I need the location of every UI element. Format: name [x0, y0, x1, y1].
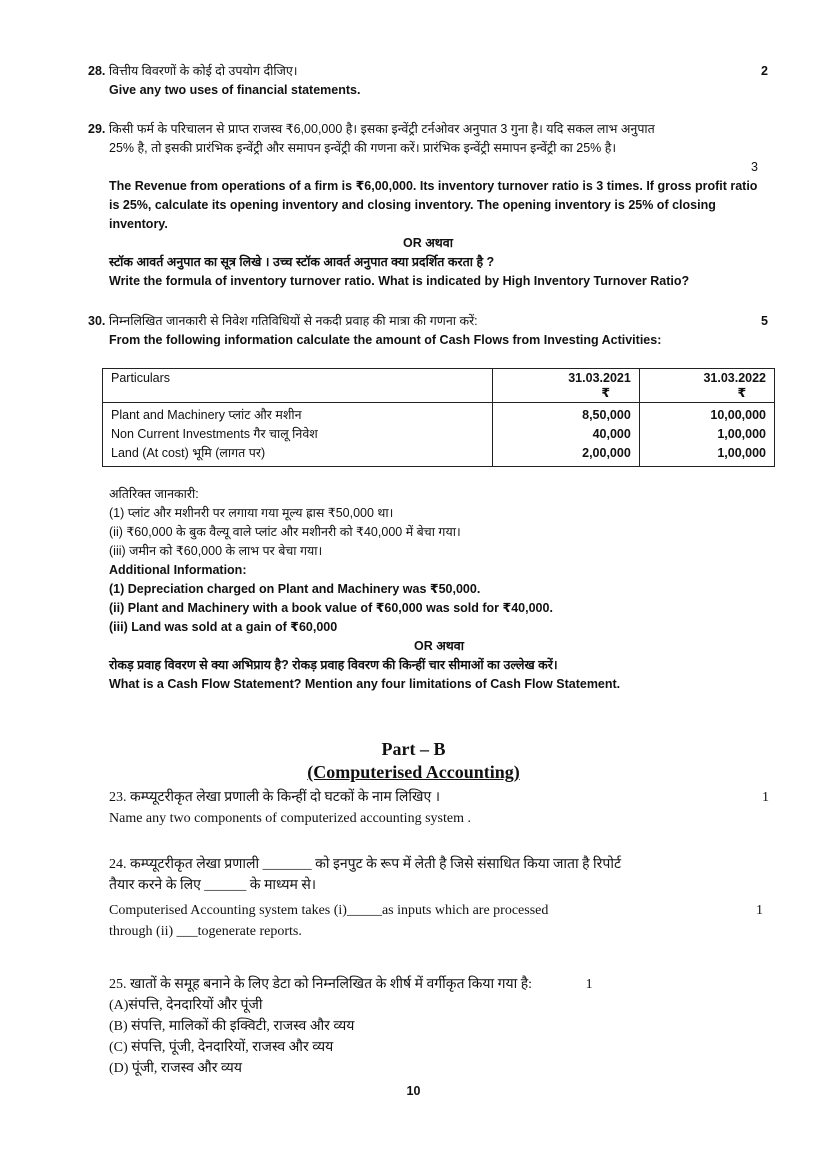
question-english: The Revenue from operations of a firm is ₹6,00,000. Its inventory turnover ratio is 3 times. If gross profit ratio is 25%, calculate its opening inventory and closing inventory. The opening inventory is 25% of closing inventory. — [109, 179, 758, 231]
question-english-line2: through (ii) ___togenerate reports. — [109, 924, 302, 939]
marks: 1 — [756, 903, 763, 918]
question-25 — [109, 974, 769, 1079]
values-2022-cell — [639, 403, 774, 467]
question-hindi-line2: तैयार करने के लिए ______ के माध्यम से। — [109, 878, 317, 893]
part-b-title: Part – B — [381, 739, 446, 759]
header-2022: 31.03.2022 ₹ — [639, 369, 774, 403]
additional-english-item: (iii) Land was sold at a gain of ₹60,000 — [109, 620, 338, 634]
additional-english-item: (1) Depreciation charged on Plant and Machinery was ₹50,000. — [109, 582, 481, 596]
question-number: 29. — [88, 122, 106, 136]
question-28 — [88, 62, 768, 100]
additional-hindi-title: अतिरिक्त जानकारी: — [109, 487, 199, 501]
option: (B) संपत्ति, मालिकों की इक्विटी, राजस्व और व्यय — [109, 1019, 355, 1034]
marks: 2 — [761, 64, 768, 78]
question-hindi: 25. खातों के समूह बनाने के लिए डेटा को निम्नलिखित के शीर्ष में वर्गीकृत किया गया है: — [109, 977, 533, 992]
additional-english-title: Additional Information: — [109, 563, 247, 577]
question-hindi-line2: 25% है, तो इसकी प्रारंभिक इन्वेंट्री और समापन इन्वेंट्री की गणना करें। प्रारंभिक इन्वेंट्री समापन इन्वेंट्री का 25% है। — [109, 141, 617, 155]
table-value: 8,50,000 — [582, 408, 631, 422]
table-row-label: Non Current Investments गैर चालू निवेश — [111, 427, 318, 441]
question-30 — [88, 312, 768, 350]
table-row-label: Land (At cost) भूमि (लागत पर) — [111, 446, 266, 460]
table-value: 10,00,000 — [710, 408, 766, 422]
table-value: 40,000 — [592, 427, 631, 441]
particulars-cell — [103, 403, 493, 467]
marks: 1 — [762, 790, 769, 805]
additional-hindi-item: (iii) जमीन को ₹60,000 के लाभ पर बेचा गया। — [109, 544, 323, 558]
question-english: Name any two components of computerized accounting system . — [109, 811, 471, 826]
question-hindi-line1: किसी फर्म के परिचालन से प्राप्त राजस्व ₹6,00,000 है। इसका इन्वेंट्री टर्नओवर अनुपात 3 गुना है। यदि सकल लाभ अनुपात — [108, 122, 655, 136]
table-value: 1,00,000 — [717, 446, 766, 460]
question-english: From the following information calculate the amount of Cash Flows from Investing Activities: — [109, 333, 662, 347]
option: (A)संपत्ति, देनदारियों और पूंजी — [109, 998, 263, 1013]
question-23 — [109, 787, 769, 829]
question-hindi: वित्तीय विवरणों के कोई दो उपयोग दीजिए। — [108, 64, 298, 78]
additional-hindi-item: (ii) ₹60,000 के बुक वैल्यू वाले प्लांट और मशीनरी को ₹40,000 में बेचा गया। — [109, 525, 461, 539]
option: (D) पूंजी, राजस्व और व्यय — [109, 1061, 242, 1076]
table-header-row — [103, 369, 775, 403]
alternative-english: Write the formula of inventory turnover ratio. What is indicated by High Inventory Turnover Ratio? — [109, 274, 690, 288]
or-divider: OR अथवा — [414, 639, 464, 653]
values-2021-cell — [492, 403, 639, 467]
header-2021: 31.03.2021 ₹ — [492, 369, 639, 403]
question-hindi: 23. कम्प्यूटरीकृत लेखा प्रणाली के किन्हीं दो घटकों के नाम लिखिए । — [109, 790, 441, 805]
alternative-hindi: स्टॉक आवर्त अनुपात का सूत्र लिखे । उच्च स्टॉक आवर्त अनुपात क्या प्रदर्शित करता है ? — [109, 255, 495, 269]
marks: 5 — [761, 314, 768, 328]
table-value: 1,00,000 — [717, 427, 766, 441]
additional-information — [109, 485, 769, 694]
additional-english-item: (ii) Plant and Machinery with a book value of ₹60,000 was sold for ₹40,000. — [109, 601, 553, 615]
marks: 1 — [585, 977, 593, 992]
alternative-hindi: रोकड़ प्रवाह विवरण से क्या अभिप्राय है? रोकड़ प्रवाह विवरण की किन्हीं चार सीमाओं का उल्लेख करें। — [109, 658, 558, 672]
table-row-label: Plant and Machinery प्लांट और मशीन — [111, 408, 302, 422]
alternative-english: What is a Cash Flow Statement? Mention any four limitations of Cash Flow Statement. — [109, 677, 621, 691]
marks: 3 — [751, 160, 758, 174]
table-value: 2,00,000 — [582, 446, 631, 460]
question-english: Give any two uses of financial statements. — [109, 83, 361, 97]
question-24 — [109, 854, 769, 942]
table-body-row — [103, 403, 775, 467]
header-particulars: Particulars — [103, 369, 493, 403]
additional-hindi-item: (1) प्लांट और मशीनरी पर लगाया गया मूल्य ह्रास ₹50,000 था। — [109, 506, 394, 520]
question-hindi-line1: 24. कम्प्यूटरीकृत लेखा प्रणाली _______ को इनपुट के रूप में लेती है जिसे संसाधित किया जाता है रिपोर्ट — [109, 857, 622, 872]
page-number: 10 — [406, 1084, 421, 1098]
part-b-subtitle: (Computerised Accounting) — [307, 762, 520, 782]
question-hindi: निम्नलिखित जानकारी से निवेश गतिविधियों से नकदी प्रवाह की मात्रा की गणना करें: — [108, 314, 478, 328]
question-number: 28. — [88, 64, 106, 78]
question-number: 30. — [88, 314, 106, 328]
balance-table — [102, 368, 775, 467]
question-29 — [88, 120, 768, 291]
option: (C) संपत्ति, पूंजी, देनदारियों, राजस्व और व्यय — [109, 1040, 334, 1055]
question-english-line1: Computerised Accounting system takes (i)_____as inputs which are processed — [109, 903, 549, 918]
or-divider: OR अथवा — [403, 236, 453, 250]
